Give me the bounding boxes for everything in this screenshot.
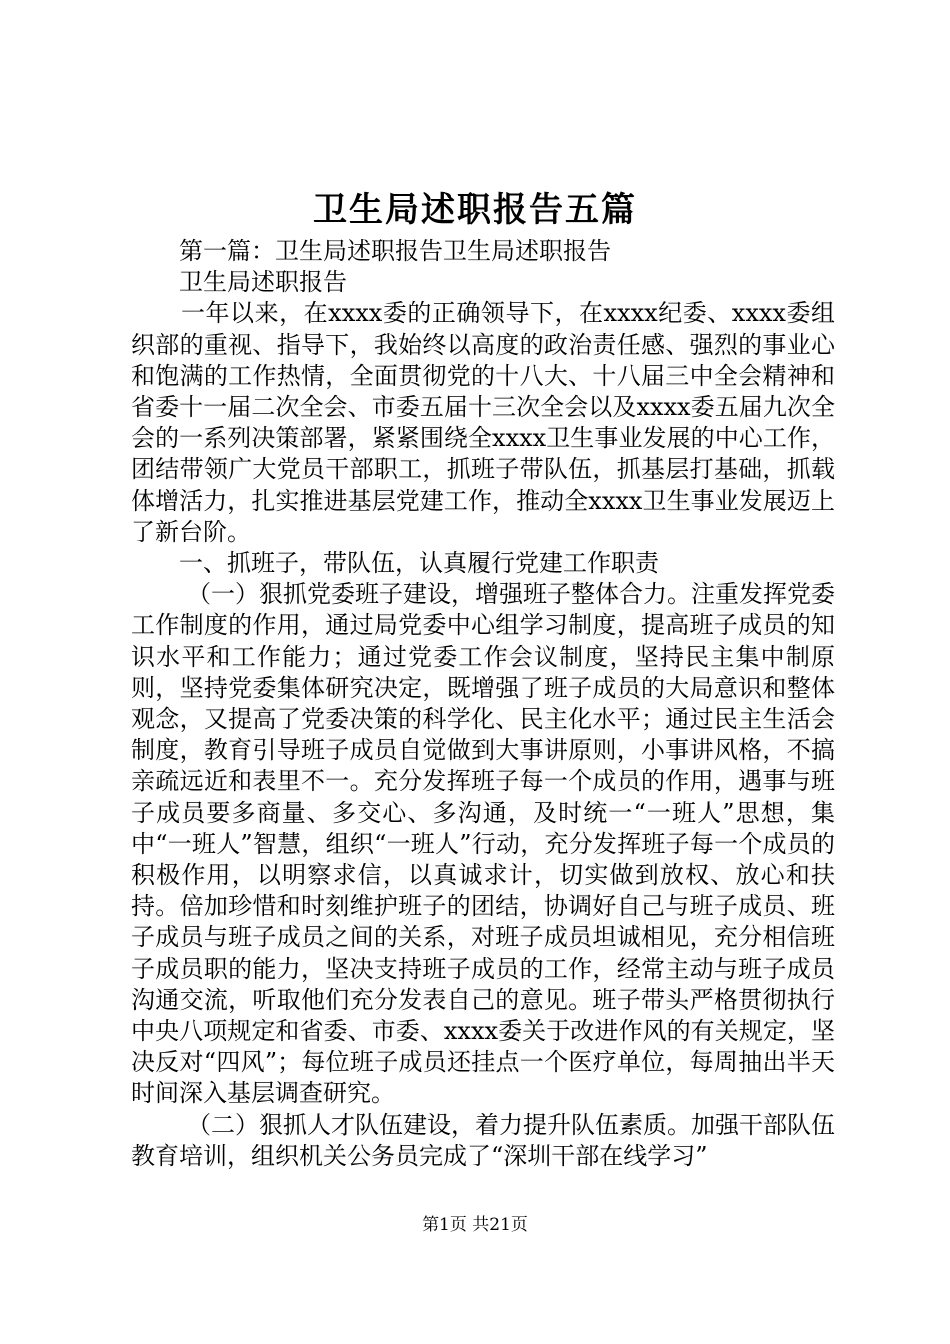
report-subtitle: 卫生局述职报告 bbox=[179, 268, 347, 297]
body-paragraph: （二）狠抓人才队伍建设，着力提升队伍素质。加强干部队伍教育培训，组织机关公务员完成了“深圳干部在线学习” bbox=[131, 1110, 835, 1170]
body-heading: 一、抓班子，带队伍，认真履行党建工作职责 bbox=[179, 549, 659, 578]
body-paragraph: （一）狠抓党委班子建设，增强班子整体合力。注重发挥党委工作制度的作用，通过局党委中心组学习制度，提高班子成员的知识水平和工作能力；通过党委工作会议制度，坚持民主集中制原则，坚持党委集体研究决定，既增强了班子成员的大局意识和整体观念，又提高了党委决策的科学化、民主化水平；通过民主生活会制度，教育引导班子成员自觉做到大事讲原则，小事讲风格，不搞亲疏远近和表里不一。充分发挥班子每一个成员的作用，遇事与班子成员要多商量、多交心、多沟通，及时统一“一班人”思想，集中“一班人”智慧，组织“一班人”行动，充分发挥班子每一个成员的积极作用，以明察求信，以真诚求计，切实做到放权、放心和扶持。倍加珍惜和时刻维护班子的团结，协调好自己与班子成员、班子成员与班子成员之间的关系，对班子成员坦诚相见，充分相信班子成员职的能力，坚决支持班子成员的工作，经常主动与班子成员沟通交流，听取他们充分发表自己的意见。班子带头严格贯彻执行中央八项规定和省委、市委、xxxx委关于改进作风的有关规定，坚决反对“四风”；每位班子成员还挂点一个医疗单位，每周抽出半天时间深入基层调查研究。 bbox=[131, 580, 835, 1108]
document-title: 卫生局述职报告五篇 bbox=[313, 190, 637, 230]
body-paragraph: 一年以来，在xxxx委的正确领导下，在xxxx纪委、xxxx委组织部的重视、指导下，我始终以高度的政治责任感、强烈的事业心和饱满的工作热情，全面贯彻党的十八大、十八届三中全会精神和省委十一届二次全会、市委五届十三次全会以及xxxx委五届九次全会的一系列决策部署，紧紧围绕全xxxx卫生事业发展的中心工作，团结带领广大党员干部职工，抓班子带队伍，抓基层打基础，抓载体增活力，扎实推进基层党建工作，推动全xxxx卫生事业发展迈上了新台阶。 bbox=[131, 299, 835, 546]
section-heading: 第一篇：卫生局述职报告卫生局述职报告 bbox=[179, 237, 611, 265]
document-body bbox=[131, 236, 835, 1172]
page-number-footer: 第1页 共21页 bbox=[422, 1215, 528, 1235]
